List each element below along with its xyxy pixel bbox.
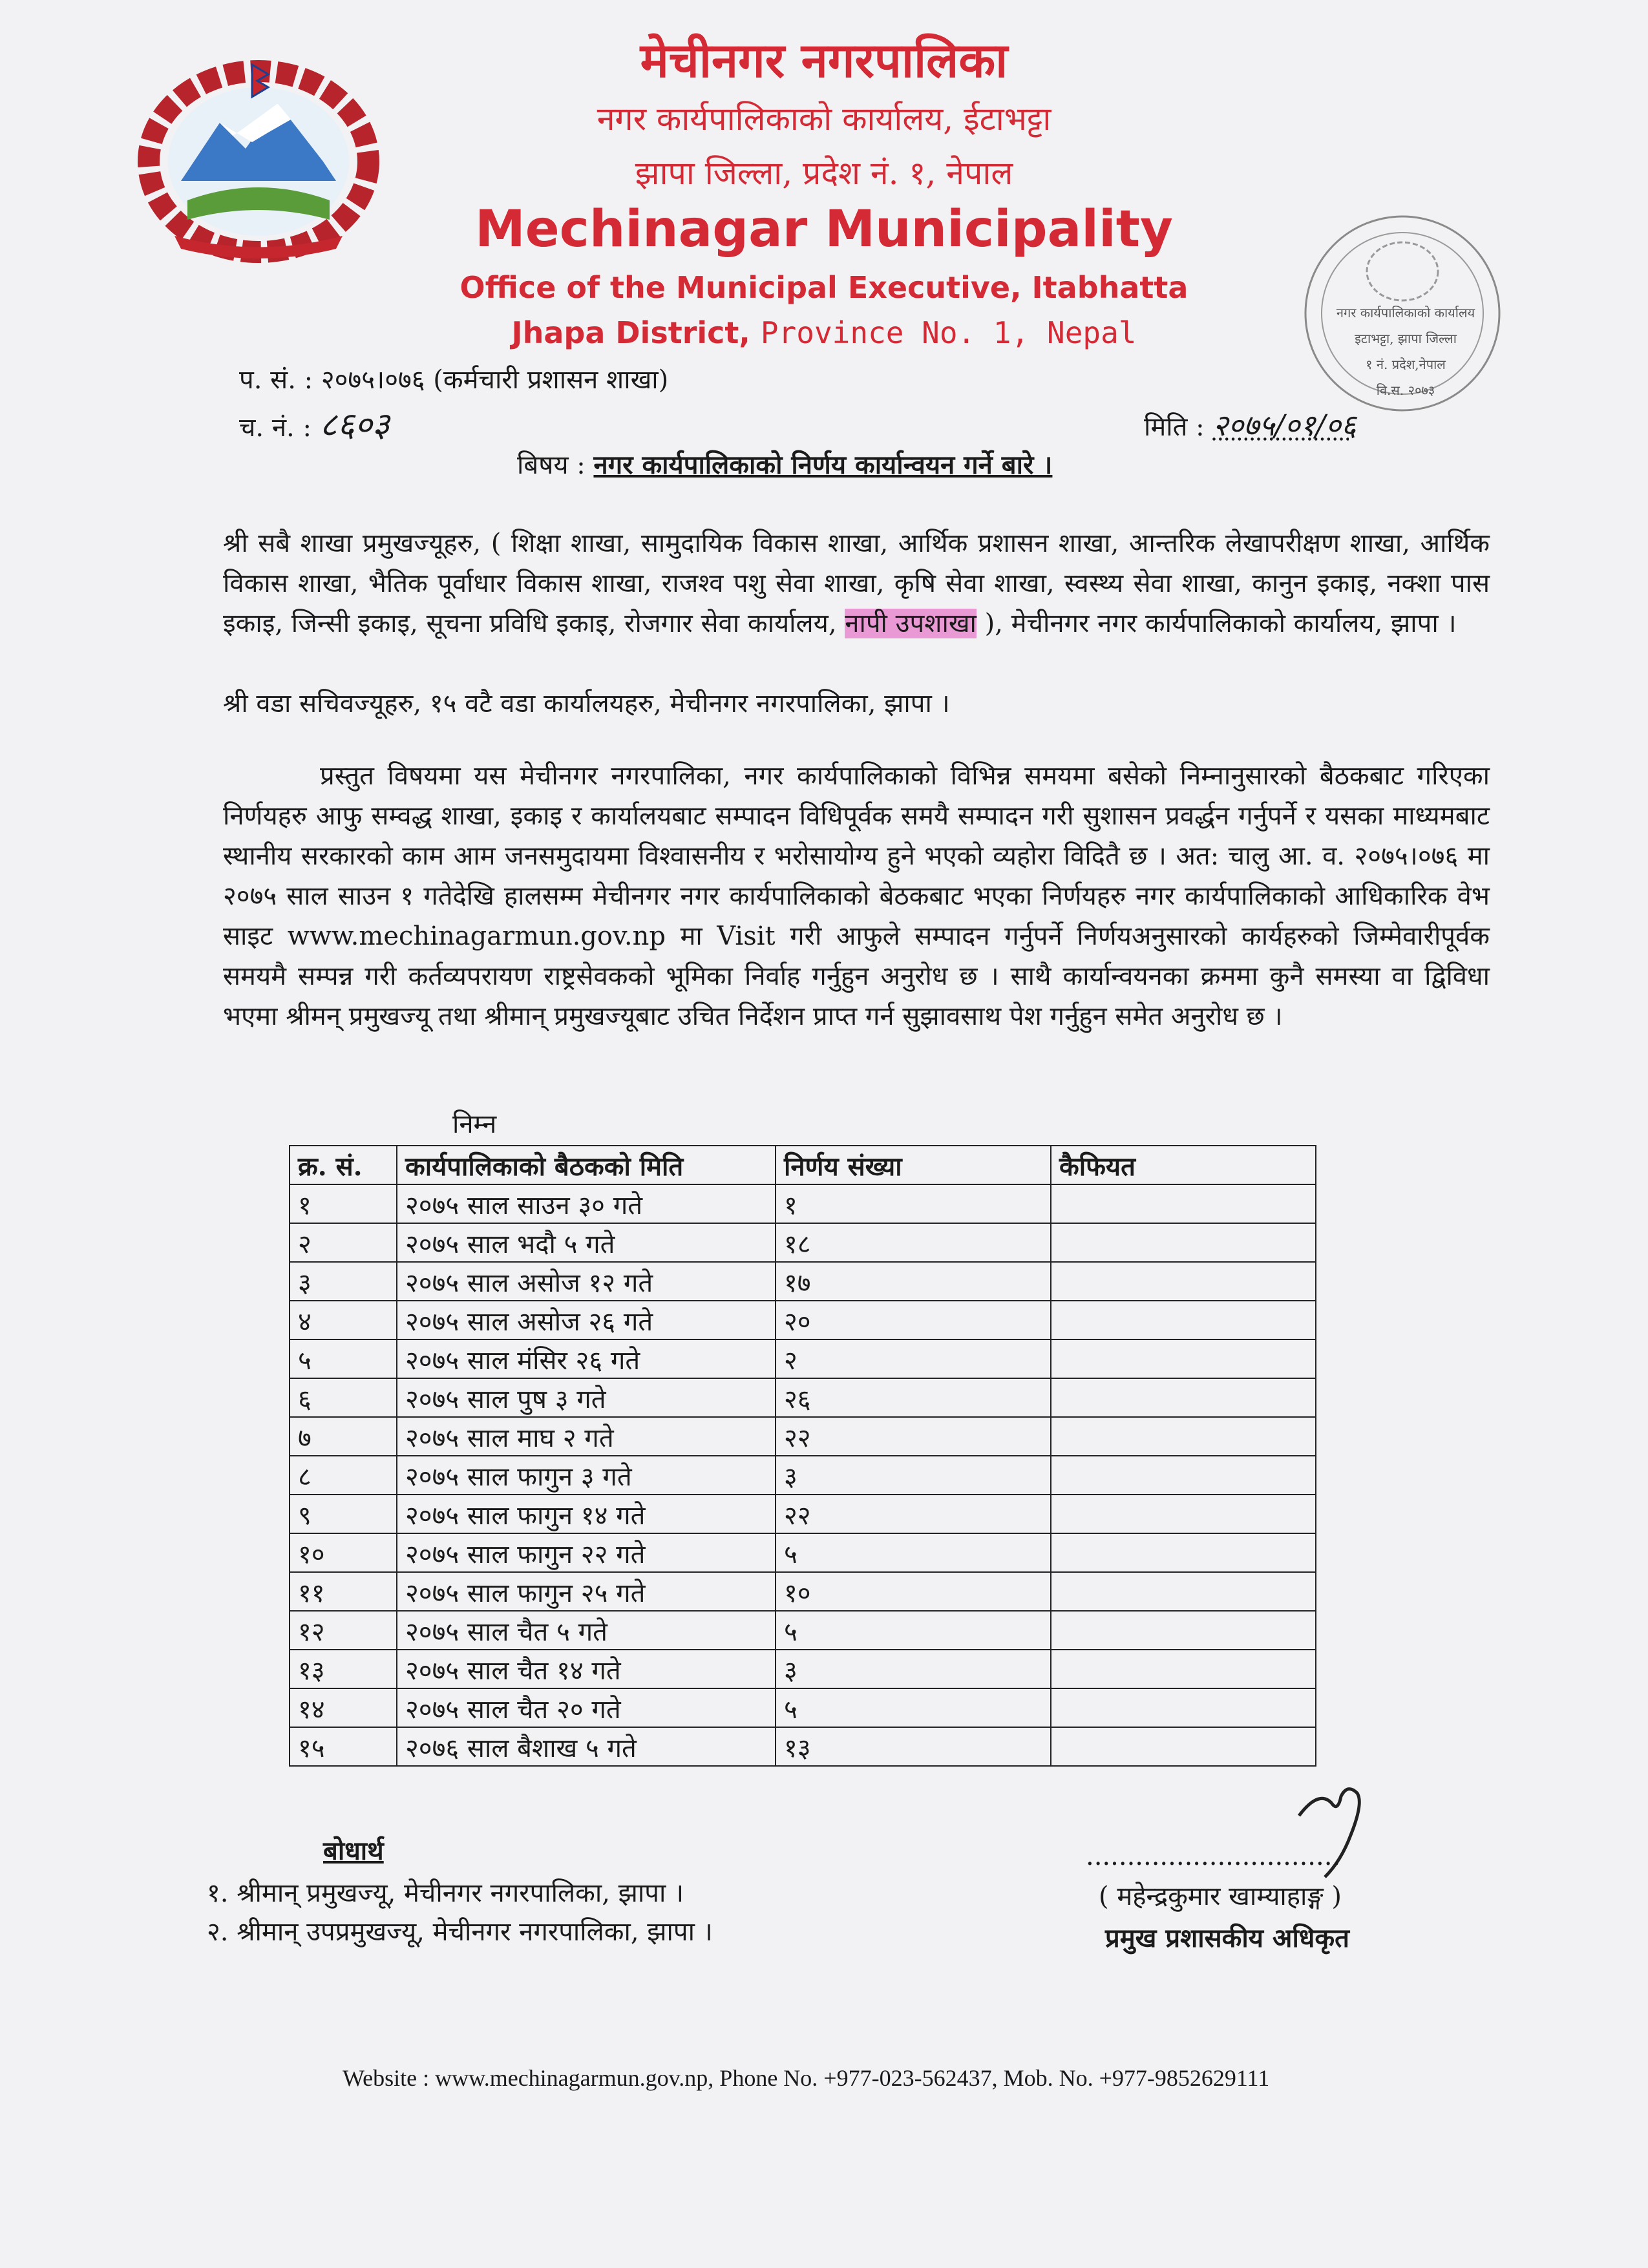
- col-remarks: कैफियत: [1051, 1146, 1316, 1184]
- cell-meeting-date: २०७५ साल असोज २६ गते: [397, 1301, 776, 1339]
- cell-serial: १३: [290, 1650, 397, 1688]
- table-row: [290, 1417, 1316, 1456]
- table-row: [290, 1262, 1316, 1301]
- cell-decision-count: १०: [776, 1572, 1051, 1611]
- cell-remarks: [1051, 1378, 1316, 1417]
- cell-decision-count: ५: [776, 1611, 1051, 1650]
- cell-meeting-date: २०७५ साल फागुन २२ गते: [397, 1533, 776, 1572]
- table-row: [290, 1572, 1316, 1611]
- cell-meeting-date: २०७५ साल चैत २० गते: [397, 1688, 776, 1727]
- cell-serial: २: [290, 1223, 397, 1262]
- cell-serial: १: [290, 1184, 397, 1223]
- cell-meeting-date: २०७५ साल फागुन १४ गते: [397, 1495, 776, 1533]
- dispatch-number-label: च. नं. :: [239, 413, 312, 443]
- cell-remarks: [1051, 1727, 1316, 1766]
- cell-decision-count: २६: [776, 1378, 1051, 1417]
- table-header-row: [290, 1146, 1316, 1184]
- cell-remarks: [1051, 1184, 1316, 1223]
- cell-serial: ४: [290, 1301, 397, 1339]
- cell-serial: १४: [290, 1688, 397, 1727]
- date-value: २०७५/०१/०६: [1212, 408, 1357, 443]
- cell-decision-count: २२: [776, 1495, 1051, 1533]
- col-decision-count: निर्णय संख्या: [776, 1146, 1051, 1184]
- cell-decision-count: २: [776, 1339, 1051, 1378]
- cell-serial: ११: [290, 1572, 397, 1611]
- cell-remarks: [1051, 1650, 1316, 1688]
- subject-line: [517, 446, 1052, 481]
- cc-title: बोधार्थ: [323, 1836, 384, 1866]
- cell-meeting-date: २०७५ साल पुष ३ गते: [397, 1378, 776, 1417]
- decisions-table: [289, 1145, 1316, 1767]
- cell-meeting-date: २०७५ साल चैत १४ गते: [397, 1650, 776, 1688]
- cell-decision-count: २२: [776, 1417, 1051, 1456]
- subject-text: नगर कार्यपालिकाको निर्णय कार्यान्वयन गर्ने बारे ।: [593, 450, 1053, 480]
- cell-serial: ९: [290, 1495, 397, 1533]
- cell-decision-count: ३: [776, 1650, 1051, 1688]
- cell-serial: १०: [290, 1533, 397, 1572]
- cell-decision-count: १३: [776, 1727, 1051, 1766]
- recipient-1-text-end: ), मेचीनगर नगर कार्यपालिकाको कार्यालय, झापा ।: [984, 609, 1457, 638]
- cell-decision-count: ५: [776, 1533, 1051, 1572]
- seal-line-3: १ नं. प्रदेश,नेपाल: [1366, 357, 1446, 372]
- cell-remarks: [1051, 1417, 1316, 1456]
- recipient-2: श्री वडा सचिवज्यूहरु, १५ वटै वडा कार्यालयहरु, मेचीनगर नगरपालिका, झापा ।: [223, 689, 950, 719]
- ref-number-value: २०७५।०७६ (कर्मचारी प्रशासन शाखा): [321, 365, 669, 395]
- province-en-label: Province No. 1, Nepal: [760, 315, 1137, 350]
- cell-meeting-date: २०७५ साल मंसिर २६ गते: [397, 1339, 776, 1378]
- cell-decision-count: ३: [776, 1456, 1051, 1495]
- cell-decision-count: २०: [776, 1301, 1051, 1339]
- cell-serial: ६: [290, 1378, 397, 1417]
- footer-contact: Website : www.mechinagarmun.gov.np, Phone No. +977-023-562437, Mob. No. +977-9852629111: [343, 2065, 1270, 2091]
- cell-meeting-date: २०७६ साल बैशाख ५ गते: [397, 1727, 776, 1766]
- date-label: मिति :: [1144, 412, 1205, 442]
- cc-item-2: २. श्रीमान् उपप्रमुखज्यू, मेचीनगर नगरपालिका, झापा ।: [207, 1917, 713, 1947]
- cell-serial: १२: [290, 1611, 397, 1650]
- nimna-label: निम्न: [452, 1109, 497, 1139]
- subject-label: बिषय :: [517, 450, 586, 480]
- table-row: [290, 1339, 1316, 1378]
- cell-serial: ७: [290, 1417, 397, 1456]
- signature-dots: ...............................: [1086, 1842, 1341, 1871]
- recipient-1-text: श्री सबै शाखा प्रमुखज्यूहरु, ( शिक्षा शाखा, सामुदायिक विकास शाखा, आर्थिक प्रशासन शाखा, आन्तरिक लेखापरीक्षण शाखा, आर्थिक विकास शाखा, भैतिक पूर्वाधार विकास शाखा, राजश्व पशु सेवा शाखा, कृषि सेवा शाखा, स्वस्थ्य सेवा शाखा, कानुन इकाइ, नक्शा पास इकाइ, जिन्सी इकाइ, सूचना प्रविधि इकाइ, रोजगार सेवा कार्यालय,: [223, 529, 1490, 638]
- cell-remarks: [1051, 1223, 1316, 1262]
- cell-remarks: [1051, 1688, 1316, 1727]
- seal-line-2: इटाभट्टा, झापा जिल्ला: [1355, 331, 1457, 346]
- district-ne: झापा जिल्ला, प्रदेश नं. १, नेपाल: [635, 154, 1013, 192]
- body-paragraph: प्रस्तुत विषयमा यस मेचीनगर नगरपालिका, नगर कार्यपालिकाको विभिन्न समयमा बसेको निम्नानुसारको बैठकबाट गरिएका निर्णयहरु आफु सम्वद्ध शाखा, इकाइ र कार्यालयबाट सम्पादन विधिपूर्वक समयै सम्पादन गरी सुशासन प्रवर्द्धन गर्नुपर्ने र यसका माध्यमबाट स्थानीय सरकारको काम आम जनसमुदायमा विश्वासनीय र भरोसायोग्य हुने भएको व्यहोरा विदितै छ । अत: चालु आ. व. २०७५।०७६ मा २०७५ साल साउन १ गतेदेखि हालसम्म मेचीनगर नगर कार्यपालिकाको बेठकबाट भएका निर्णयहरु नगर कार्यपालिकाको आधिकारिक वेभ साइट www.mechinagarmun.gov.np मा Visit गरी आफुले सम्पादन गर्नुपर्ने निर्णयअनुसारको कार्यहरुको जिम्मेवारीपूर्वक समयमै सम्पन्न गरी कर्तव्यपरायण राष्ट्रसेवकको भूमिका निर्वाह गर्नुहुन अनुरोध छ । साथै कार्यान्वयनका क्रममा कुनै समस्या वा द्विविधा भएमा श्रीमन् प्रमुखज्यू तथा श्रीमान् प्रमुखज्यूबाट उचित निर्देशन प्राप्त गर्न सुझावसाथ पेश गर्नुहुन समेत अनुरोध छ ।: [223, 761, 1490, 1031]
- table-row: [290, 1301, 1316, 1339]
- table-row: [290, 1495, 1316, 1533]
- cell-serial: ५: [290, 1339, 397, 1378]
- cell-meeting-date: २०७५ साल फागुन ३ गते: [397, 1456, 776, 1495]
- municipality-name-en: Mechinagar Municipality: [475, 200, 1173, 258]
- signatory-name: ( महेन्द्रकुमार खाम्याहाङ्ग ): [1099, 1882, 1342, 1911]
- cell-remarks: [1051, 1339, 1316, 1378]
- cell-remarks: [1051, 1262, 1316, 1301]
- cell-serial: ३: [290, 1262, 397, 1301]
- cell-meeting-date: २०७५ साल भदौ ५ गते: [397, 1223, 776, 1262]
- cell-serial: १५: [290, 1727, 397, 1766]
- cell-meeting-date: २०७५ साल माघ २ गते: [397, 1417, 776, 1456]
- table-row: [290, 1378, 1316, 1417]
- cc-item-1: १. श्रीमान् प्रमुखज्यू, मेचीनगर नगरपालिका, झापा ।: [207, 1878, 684, 1908]
- cell-meeting-date: २०७५ साल असोज १२ गते: [397, 1262, 776, 1301]
- cell-meeting-date: २०७५ साल साउन ३० गते: [397, 1184, 776, 1223]
- table-row: [290, 1688, 1316, 1727]
- letter-date: [1144, 404, 1357, 445]
- table-row: [290, 1184, 1316, 1223]
- municipality-name-ne: मेचीनगर नगरपालिका: [640, 33, 1008, 89]
- cell-decision-count: १: [776, 1184, 1051, 1223]
- table-row: [290, 1727, 1316, 1766]
- seal-line-1: नगर कार्यपालिकाको कार्यालय: [1336, 305, 1475, 320]
- cell-remarks: [1051, 1572, 1316, 1611]
- cell-decision-count: ५: [776, 1688, 1051, 1727]
- letter-ref-number: [239, 361, 668, 396]
- cell-remarks: [1051, 1611, 1316, 1650]
- cell-meeting-date: २०७५ साल फागुन २५ गते: [397, 1572, 776, 1611]
- office-name-en: Office of the Municipal Executive, Itabhatta: [460, 270, 1188, 305]
- dispatch-number: [239, 401, 390, 446]
- table-row: [290, 1650, 1316, 1688]
- cell-serial: ८: [290, 1456, 397, 1495]
- cell-decision-count: १७: [776, 1262, 1051, 1301]
- table-row: [290, 1533, 1316, 1572]
- recipient-1-highlight: नापी उपशाखा: [845, 609, 977, 638]
- cell-decision-count: १८: [776, 1223, 1051, 1262]
- table-row: [290, 1611, 1316, 1650]
- recipient-1: [223, 523, 1490, 644]
- district-en-label: Jhapa District,: [511, 315, 750, 350]
- cell-remarks: [1051, 1301, 1316, 1339]
- col-serial: क्र. सं.: [290, 1146, 397, 1184]
- seal-line-4: वि.स. २०७३: [1376, 383, 1435, 398]
- office-name-ne: नगर कार्यपालिकाको कार्यालय, ईटाभट्टा: [597, 100, 1051, 138]
- table-row: [290, 1456, 1316, 1495]
- cell-remarks: [1051, 1495, 1316, 1533]
- ref-number-label: प. सं. :: [239, 365, 313, 395]
- col-meeting-date: कार्यपालिकाको बैठकको मिति: [397, 1146, 776, 1184]
- cell-meeting-date: २०७५ साल चैत ५ गते: [397, 1611, 776, 1650]
- table-row: [290, 1223, 1316, 1262]
- dispatch-number-value: ८६०३: [319, 406, 390, 445]
- signatory-designation: प्रमुख प्रशासकीय अधिकृत: [1105, 1923, 1349, 1953]
- cell-remarks: [1051, 1456, 1316, 1495]
- cell-remarks: [1051, 1533, 1316, 1572]
- district-en: [0, 315, 1648, 350]
